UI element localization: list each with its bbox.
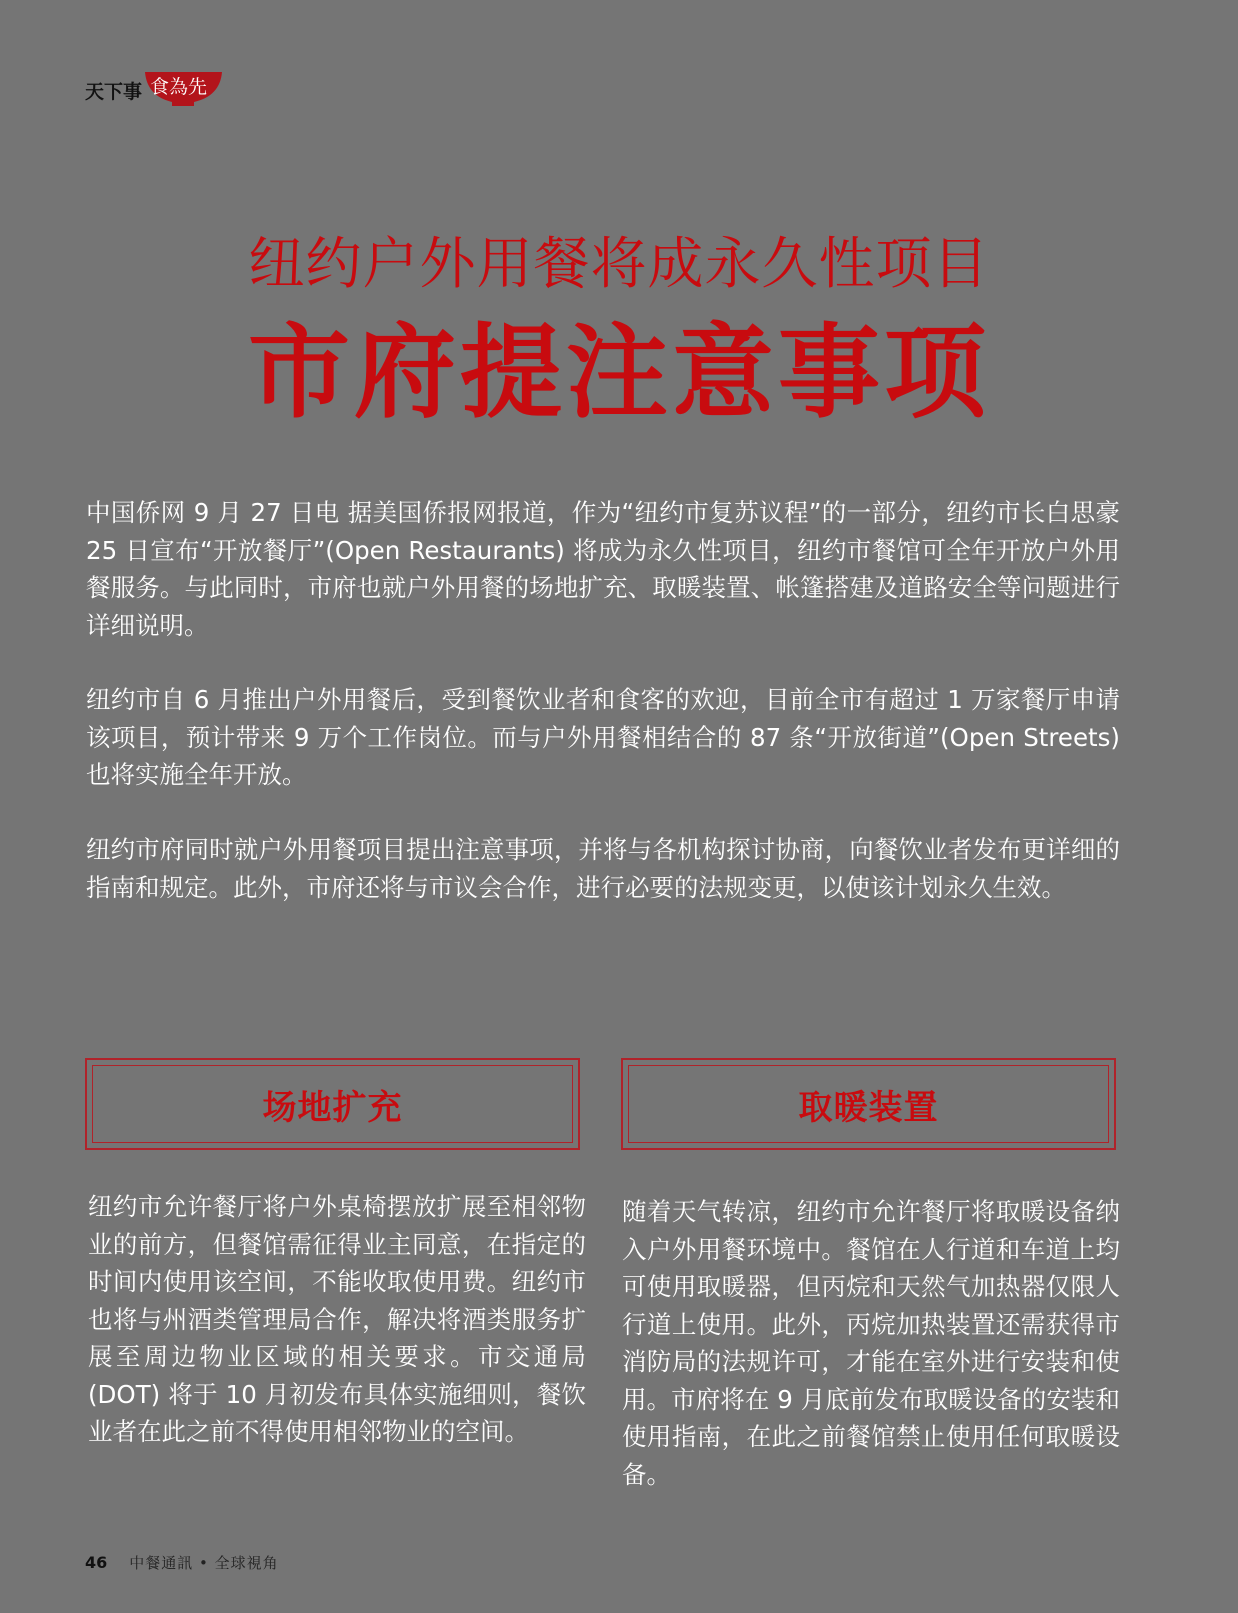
section-tag: 食為先 bbox=[150, 76, 208, 98]
intro-paragraph-2-block bbox=[86, 681, 1120, 794]
venue-expansion-body: 纽约市允许餐厅将户外桌椅摆放扩展至相邻物业的前方，但餐馆需征得业主同意，在指定的时间内使用该空间，不能收取使用费。纽约市也将与州酒类管理局合作，解决将酒类服务扩展至周边物业区域的相关要求。市交通局 (DOT) 将于 10 月初发布具体实施细则，餐饮业者在此之前不得使用相邻物业的空间。 bbox=[88, 1192, 586, 1446]
bowl-icon bbox=[144, 70, 224, 110]
section-heading-box-left bbox=[85, 1058, 580, 1150]
heating-devices-body: 随着天气转凉，纽约市允许餐厅将取暖设备纳入户外用餐环境中。餐馆在人行道和车道上均可使用取暖器，但丙烷和天然气加热器仅限人行道上使用。此外，丙烷加热装置还需获得市消防局的法规许可，才能在室外进行安装和使用。市府将在 9 月底前发布取暖设备的安装和使用指南，在此之前餐馆禁止使用任何取暖设备。 bbox=[622, 1197, 1120, 1489]
section-heading-heating-devices: 取暖装置 bbox=[798, 1087, 939, 1128]
page-footer bbox=[85, 1552, 279, 1573]
publication-name: 中餐通訊 • 全球視角 bbox=[129, 1554, 279, 1572]
section-header bbox=[85, 70, 224, 110]
intro-paragraph-2: 纽约市自 6 月推出户外用餐后，受到餐饮业者和食客的欢迎，目前全市有超过 1 万家餐厅申请该项目，预计带来 9 万个工作岗位。而与户外用餐相结合的 87 条“开放街道”(Open Streets) 也将实施全年开放。 bbox=[86, 685, 1120, 789]
intro-paragraph-3-block bbox=[86, 831, 1120, 906]
article-title-line2: 市府提注意事项 bbox=[248, 314, 990, 433]
intro-paragraph-1: 中国侨网 9 月 27 日电 据美国侨报网报道，作为“纽约市复苏议程”的一部分，纽约市长白思豪 25 日宣布“开放餐厅”(Open Restaurants) 将成为永久性项目，纽约市餐馆可全年开放户外用餐服务。与此同时，市府也就户外用餐的场地扩充、取暖装置、帐篷搭建及道路安全等问题进行详细说明。 bbox=[86, 498, 1120, 640]
section-brand: 天下事 bbox=[85, 80, 143, 103]
intro-paragraph-1-block bbox=[86, 494, 1120, 644]
page-number: 46 bbox=[85, 1553, 108, 1572]
intro-paragraph-3: 纽约市府同时就户外用餐项目提出注意事项，并将与各机构探讨协商，向餐饮业者发布更详细的指南和规定。此外，市府还将与市议会合作，进行必要的法规变更，以使该计划永久生效。 bbox=[86, 835, 1120, 902]
section-heading-box-right bbox=[621, 1058, 1116, 1150]
article-title-line1: 纽约户外用餐将成永久性项目 bbox=[248, 232, 990, 297]
left-column bbox=[88, 1188, 586, 1451]
section-heading-venue-expansion: 场地扩充 bbox=[262, 1087, 403, 1128]
right-column bbox=[622, 1193, 1120, 1493]
